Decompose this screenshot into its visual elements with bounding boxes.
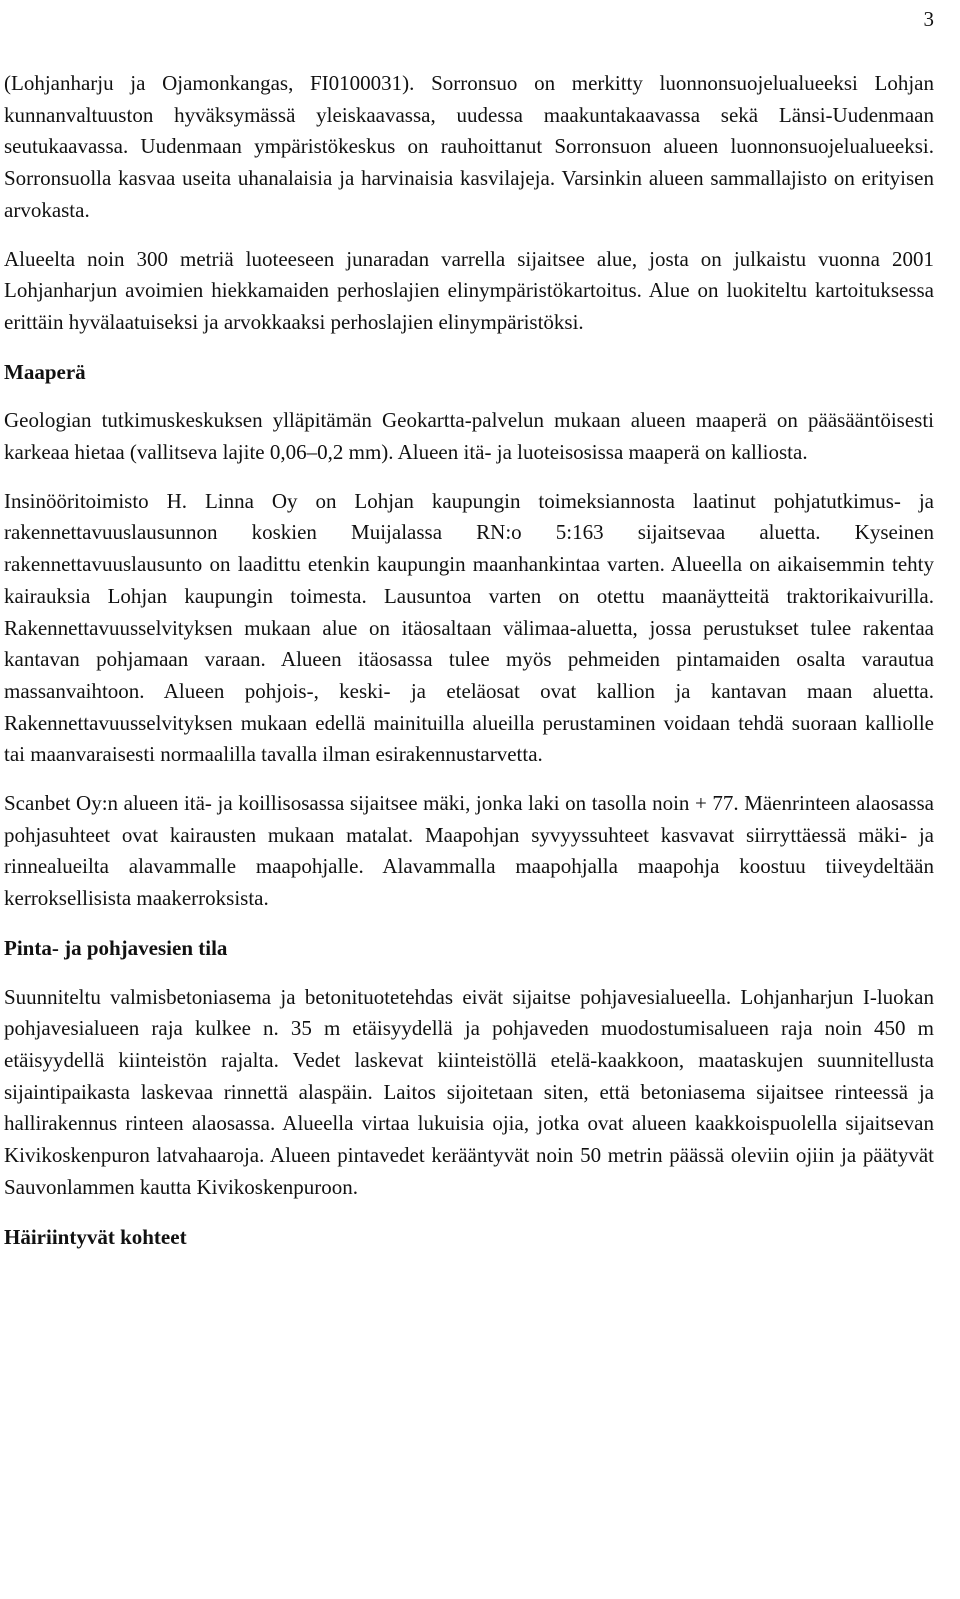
heading-maapera: Maaperä [4, 359, 86, 384]
paragraph-scanbet: Scanbet Oy:n alueen itä- ja koillisosassa sijaitsee mäki, jonka laki on tasolla noin + 77. Mäenrinteen alaosassa pohjasuhteet ovat kairausten mukaan matalat. Maapohjan syvyyssuhteet kasvavat siirryttäessä mäki- ja rinnealueilta alavammalle maapohjalle. Alavammalla maapohjalla maapohja koostuu tiiveydeltään kerroksellisista maakerroksista. [4, 791, 934, 911]
paragraph-rakennettavuus: Insinööritoimisto H. Linna Oy on Lohjan kaupungin toimeksiannosta laatinut pohjatutkimus- ja rakennettavuuslausunnon koskien Muijalassa RN:o 5:163 sijaitsevaa aluetta. Kyseinen rakennettavuuslausunto on laadittu etenkin kaupungin maanhankintaa varten. Alueella on aikaisemmin tehty kairauksia Lohjan kaupungin toimesta. Lausuntoa varten on otettu maanäytteitä traktorikaivurilla. Rakennettavuusselvityksen mukaan alue on itäosaltaan välimaa-aluetta, jossa perustukset tulee rakentaa kantavan pohjamaan varaan. Alueen itäosassa tulee myös pehmeiden pintamaiden osalta varautua massanvaihtoon. Alueen pohjois-, keski- ja eteläosat ovat kallion ja kantavan maan aluetta. Rakennettavuusselvityksen mukaan edellä mainituilla alueilla perustaminen voidaan tehdä suoraan kalliolle tai maanvaraisesti normaalilla tavalla ilman esirakennustarvetta. [4, 488, 934, 767]
heading-hairiintyvat-kohteet: Häiriintyvät kohteet [4, 1224, 187, 1249]
page-number: 3 [923, 7, 934, 31]
heading-pinta-pohjavesi: Pinta- ja pohjavesien tila [4, 935, 228, 960]
document-body [4, 68, 934, 1253]
paragraph-perhoslajit: Alueelta noin 300 metriä luoteeseen junaradan varrella sijaitsee alue, josta on julkaistu vuonna 2001 Lohjanharjun avoimien hiekkamaiden perhoslajien elinympäristökartoitus. Alue on luokiteltu kartoituksessa erittäin hyvälaatuiseksi ja arvokkaaksi perhoslajien elinympäristöksi. [4, 246, 934, 334]
paragraph-geokartta: Geologian tutkimuskeskuksen ylläpitämän Geokartta-palvelun mukaan alueen maaperä on pääsääntöisesti karkeaa hietaa (vallitseva lajite 0,06–0,2 mm). Alueen itä- ja luoteisosissa maaperä on kalliosta. [4, 408, 934, 465]
paragraph-pohjavesi: Suunniteltu valmisbetoniasema ja betonituotetehdas eivät sijaitse pohjavesialueella. Lohjanharjun I-luokan pohjavesialueen raja kulkee n. 35 m etäisyydellä ja pohjaveden muodostumisalueen raja noin 450 m etäisyydellä kiinteistön rajalta. Vedet laskevat kiinteistöllä etelä-kaakkoon, maataskujen suunnitellusta sijaintipaikasta laskevaa rinnettä alaspäin. Laitos sijoitetaan siten, että betoniasema sijaitsee rinteessä ja hallirakennus rinteen alaosassa. Alueella virtaa lukuisia ojia, jotka ovat alueen kaakkoispuolella sijaitsevan Kivikoskenpuron latvahaaroja. Alueen pintavedet kerääntyvät noin 50 metrin päässä oleviin ojiin ja päätyvät Sauvonlammen kautta Kivikoskenpuroon. [4, 984, 934, 1199]
paragraph-sorronsuo: (Lohjanharju ja Ojamonkangas, FI0100031). Sorronsuo on merkitty luonnonsuojelualueeksi Lohjan kunnanvaltuuston hyväksymässä yleiskaavassa, uudessa maakuntakaavassa sekä Länsi-Uudenmaan seutukaavassa. Uudenmaan ympäristökeskus on rauhoittanut Sorronsuon alueen luonnonsuojelualueeksi. Sorronsuolla kasvaa useita uhanalaisia ja harvinaisia kasvilajeja. Varsinkin alueen sammallajisto on erityisen arvokasta. [4, 71, 934, 222]
